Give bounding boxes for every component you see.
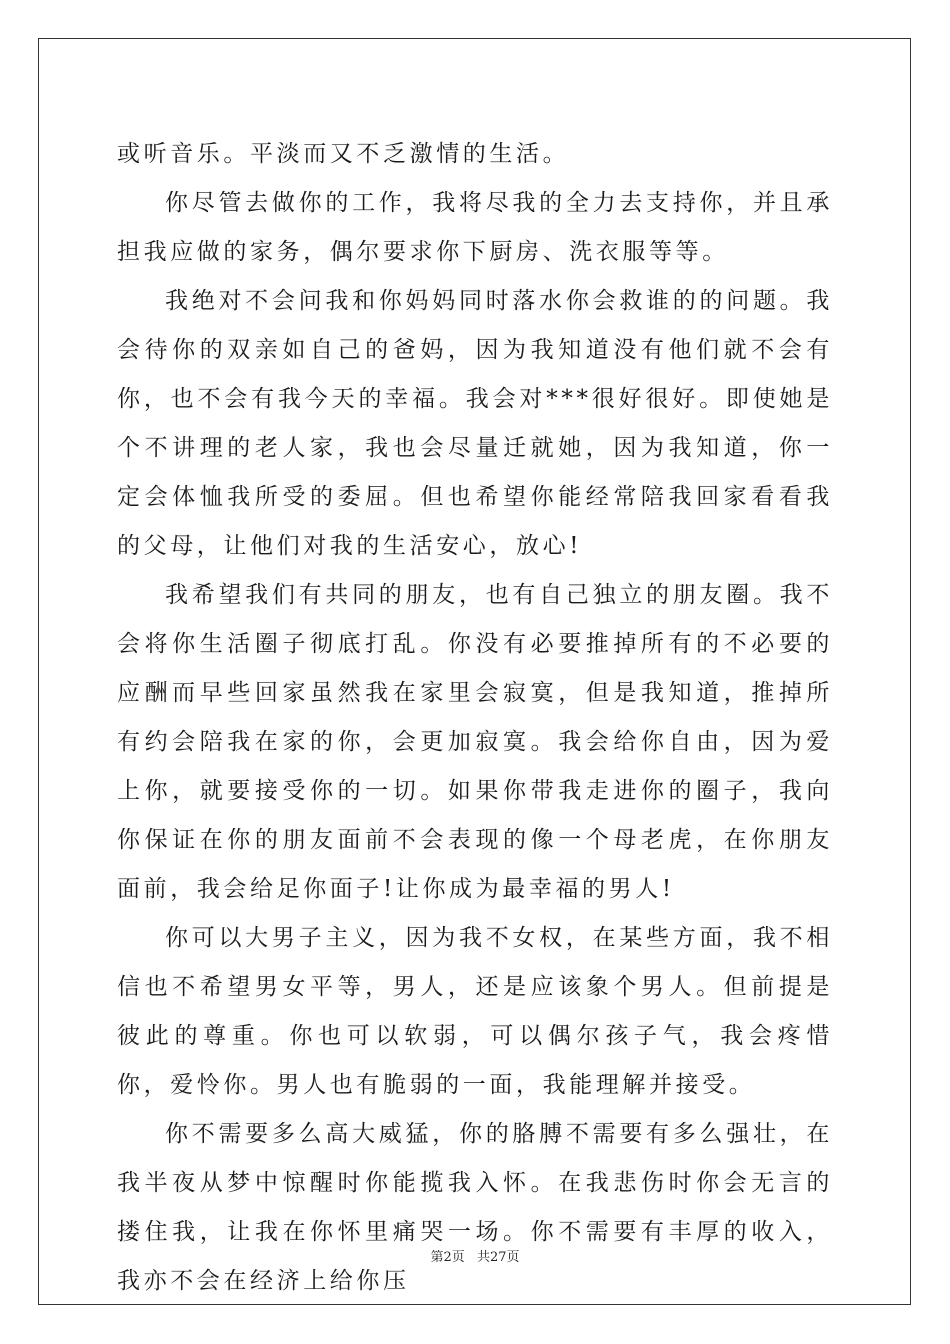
paragraph-3: 我绝对不会问我和你妈妈同时落水你会救谁的的问题。我会待你的双亲如自己的爸妈，因为我知道没有他们就不会有你，也不会有我今天的幸福。我会对***很好很好。即使她是个不讲理的老人家，我也会尽量迁就她，因为我知道，你一定会体恤我所受的委屈。但也希望你能经常陪我回家看看我的父母，让他们对我的生活安心，放心! — [117, 288, 833, 559]
paragraph-4: 我希望我们有共同的朋友，也有自己独立的朋友圈。我不会将你生活圈子彻底打乱。你没有必要推掉所有的不必要的应酬而早些回家虽然我在家里会寂寞，但是我知道，推掉所有约会陪我在家的你，会更加寂寞。我会给你自由，因为爱上你，就要接受你的一切。如果你带我走进你的圈子，我向你保证在你的朋友面前不会表现的像一个母老虎，在你朋友面前，我会给足你面子!让你成为最幸福的男人! — [117, 582, 833, 902]
document-body — [117, 130, 833, 1306]
paragraph-5: 你可以大男子主义，因为我不女权，在某些方面，我不相信也不希望男女平等，男人，还是应该象个男人。但前提是彼此的尊重。你也可以软弱，可以偶尔孩子气，我会疼惜你，爱怜你。男人也有脆弱的一面，我能理解并接受。 — [117, 925, 833, 1098]
page-total: 共27页 — [476, 1250, 520, 1265]
page-footer — [0, 1246, 950, 1265]
paragraph-1: 或听音乐。平淡而又不乏激情的生活。 — [117, 141, 570, 167]
page-number: 第2页 — [430, 1250, 465, 1265]
paragraph-2: 你尽管去做你的工作，我将尽我的全力去支持你，并且承担我应做的家务，偶尔要求你下厨房、洗衣服等等。 — [117, 190, 833, 265]
paragraph-6: 你不需要多么高大威猛，你的胳膊不需要有多么强壮，在我半夜从梦中惊醒时你能揽我入怀。在我悲伤时你会无言的搂住我，让我在你怀里痛哭一场。你不需要有丰厚的收入，我亦不会在经济上给你压 — [117, 1121, 833, 1294]
